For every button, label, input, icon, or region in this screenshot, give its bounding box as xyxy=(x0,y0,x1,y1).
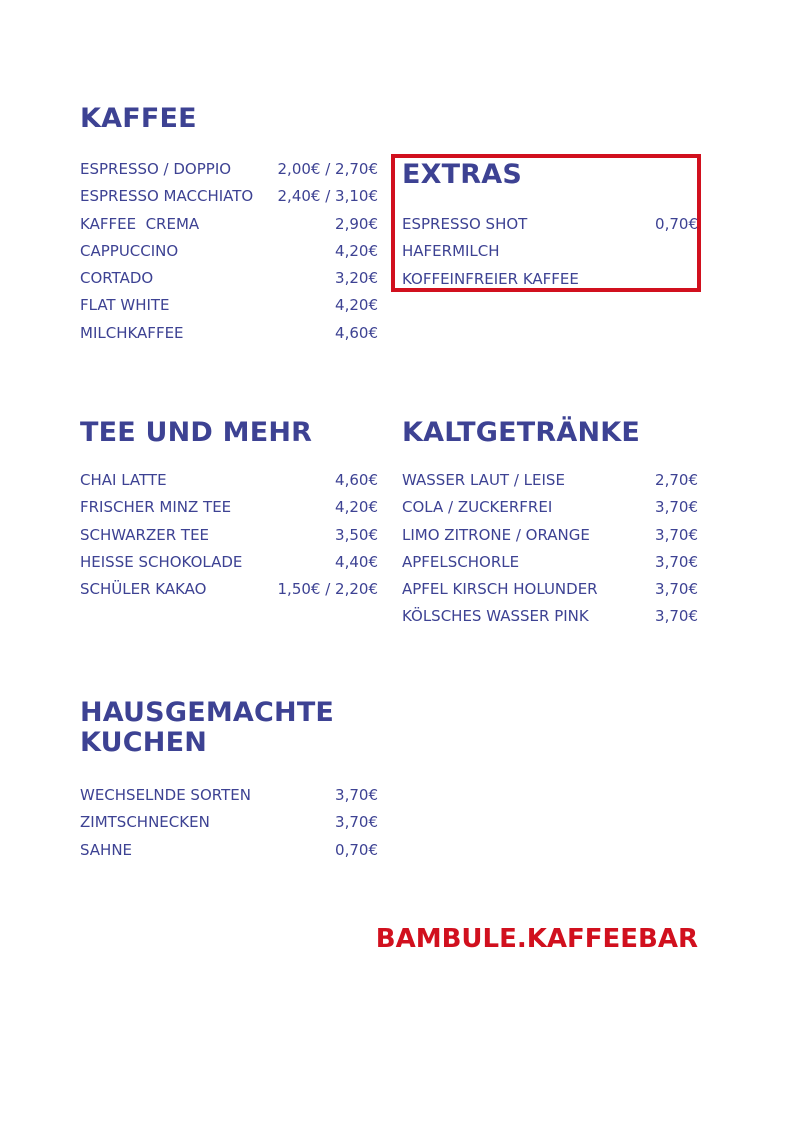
menu-list-tee xyxy=(80,467,378,603)
item-price: 3,50€ xyxy=(335,525,378,544)
item-price: 2,70€ xyxy=(655,471,698,489)
item-price: 3,70€ xyxy=(655,580,698,599)
menu-item xyxy=(80,292,378,319)
item-name: ESPRESSO SHOT xyxy=(402,215,528,233)
menu-item xyxy=(80,522,378,549)
item-name: SCHWARZER TEE xyxy=(80,525,210,544)
menu-list-kaffee xyxy=(80,156,378,347)
section-kuchen xyxy=(80,698,378,864)
menu-item xyxy=(80,809,378,836)
item-price: 4,20€ xyxy=(335,241,378,260)
section-title-extras: EXTRAS xyxy=(402,159,523,190)
section-title-tee: TEE UND MEHR xyxy=(80,417,313,448)
menu-item xyxy=(80,320,378,347)
item-name: MILCHKAFFEE xyxy=(80,323,184,342)
menu-item xyxy=(402,467,698,494)
menu-item xyxy=(80,549,378,576)
menu-item xyxy=(402,494,698,521)
item-name: WECHSELNDE SORTEN xyxy=(80,786,251,804)
menu-item xyxy=(402,576,698,603)
item-name: COLA / ZUCKERFREI xyxy=(402,498,553,517)
item-name: WASSER LAUT / LEISE xyxy=(402,471,565,489)
item-price: 0,70€ xyxy=(335,840,378,859)
section-title-kaffee: KAFFEE xyxy=(80,103,197,134)
menu-item xyxy=(402,266,698,293)
menu-item xyxy=(80,183,378,210)
menu-item xyxy=(402,238,698,265)
item-price: 1,50€ / 2,20€ xyxy=(277,580,378,599)
menu-item xyxy=(80,156,378,183)
section-title-kuchen-line1: HAUSGEMACHTE xyxy=(80,697,335,728)
section-extras xyxy=(402,160,698,293)
menu-item xyxy=(402,211,698,238)
menu-item xyxy=(80,238,378,265)
item-name: FRISCHER MINZ TEE xyxy=(80,498,232,517)
item-price: 2,00€ / 2,70€ xyxy=(277,160,378,178)
item-name: FLAT WHITE xyxy=(80,296,170,315)
menu-list-kuchen xyxy=(80,782,378,864)
item-name: ESPRESSO MACCHIATO xyxy=(80,187,254,206)
menu-item xyxy=(402,522,698,549)
menu-item xyxy=(80,211,378,238)
menu-item xyxy=(402,603,698,630)
brand-name: BAMBULE.KAFFEEBAR xyxy=(375,924,698,954)
item-price: 4,40€ xyxy=(335,552,378,571)
item-price: 4,20€ xyxy=(335,498,378,517)
item-name: SAHNE xyxy=(80,840,133,859)
item-name: SCHÜLER KAKAO xyxy=(80,580,207,599)
item-name: CAPPUCCINO xyxy=(80,241,179,260)
item-price: 3,70€ xyxy=(655,607,698,626)
item-name: KÖLSCHES WASSER PINK xyxy=(402,607,589,626)
item-price: 3,70€ xyxy=(655,552,698,571)
item-name: APFELSCHORLE xyxy=(402,552,520,571)
item-name: LIMO ZITRONE / ORANGE xyxy=(402,525,590,544)
section-kaffee xyxy=(80,104,378,347)
item-price: 3,70€ xyxy=(655,498,698,517)
item-price: 2,90€ xyxy=(335,214,378,233)
menu-item xyxy=(80,494,378,521)
menu-item xyxy=(80,782,378,809)
menu-item xyxy=(80,576,378,603)
item-name: KAFFEE CREMA xyxy=(80,214,200,233)
section-title-kuchen xyxy=(80,698,378,758)
item-name: KOFFEINFREIER KAFFEE xyxy=(402,269,579,288)
item-price: 4,60€ xyxy=(335,471,378,489)
section-title-kuchen-line2: KUCHEN xyxy=(80,727,208,758)
item-price: 3,70€ xyxy=(335,813,378,832)
section-title-kaltgetraenke: KALTGETRÄNKE xyxy=(402,417,641,448)
menu-list-kaltgetraenke xyxy=(402,467,698,631)
item-name: ZIMTSCHNECKEN xyxy=(80,813,210,832)
section-tee xyxy=(80,418,378,603)
menu-list-extras xyxy=(402,211,698,293)
item-price: 0,70€ xyxy=(655,215,698,233)
item-price: 3,20€ xyxy=(335,269,378,288)
section-kaltgetraenke xyxy=(402,418,698,631)
item-price: 2,40€ / 3,10€ xyxy=(277,187,378,206)
item-price: 3,70€ xyxy=(655,525,698,544)
item-price: 4,20€ xyxy=(335,296,378,315)
item-name: ESPRESSO / DOPPIO xyxy=(80,160,232,178)
menu-item xyxy=(80,467,378,494)
item-name: CORTADO xyxy=(80,269,154,288)
item-name: HAFERMILCH xyxy=(402,242,500,261)
item-name: CHAI LATTE xyxy=(80,471,167,489)
menu-item xyxy=(80,265,378,292)
item-name: HEISSE SCHOKOLADE xyxy=(80,552,243,571)
menu-item xyxy=(402,549,698,576)
menu-item xyxy=(80,837,378,864)
item-name: APFEL KIRSCH HOLUNDER xyxy=(402,580,598,599)
item-price: 4,60€ xyxy=(335,323,378,342)
item-price: 3,70€ xyxy=(335,786,378,804)
